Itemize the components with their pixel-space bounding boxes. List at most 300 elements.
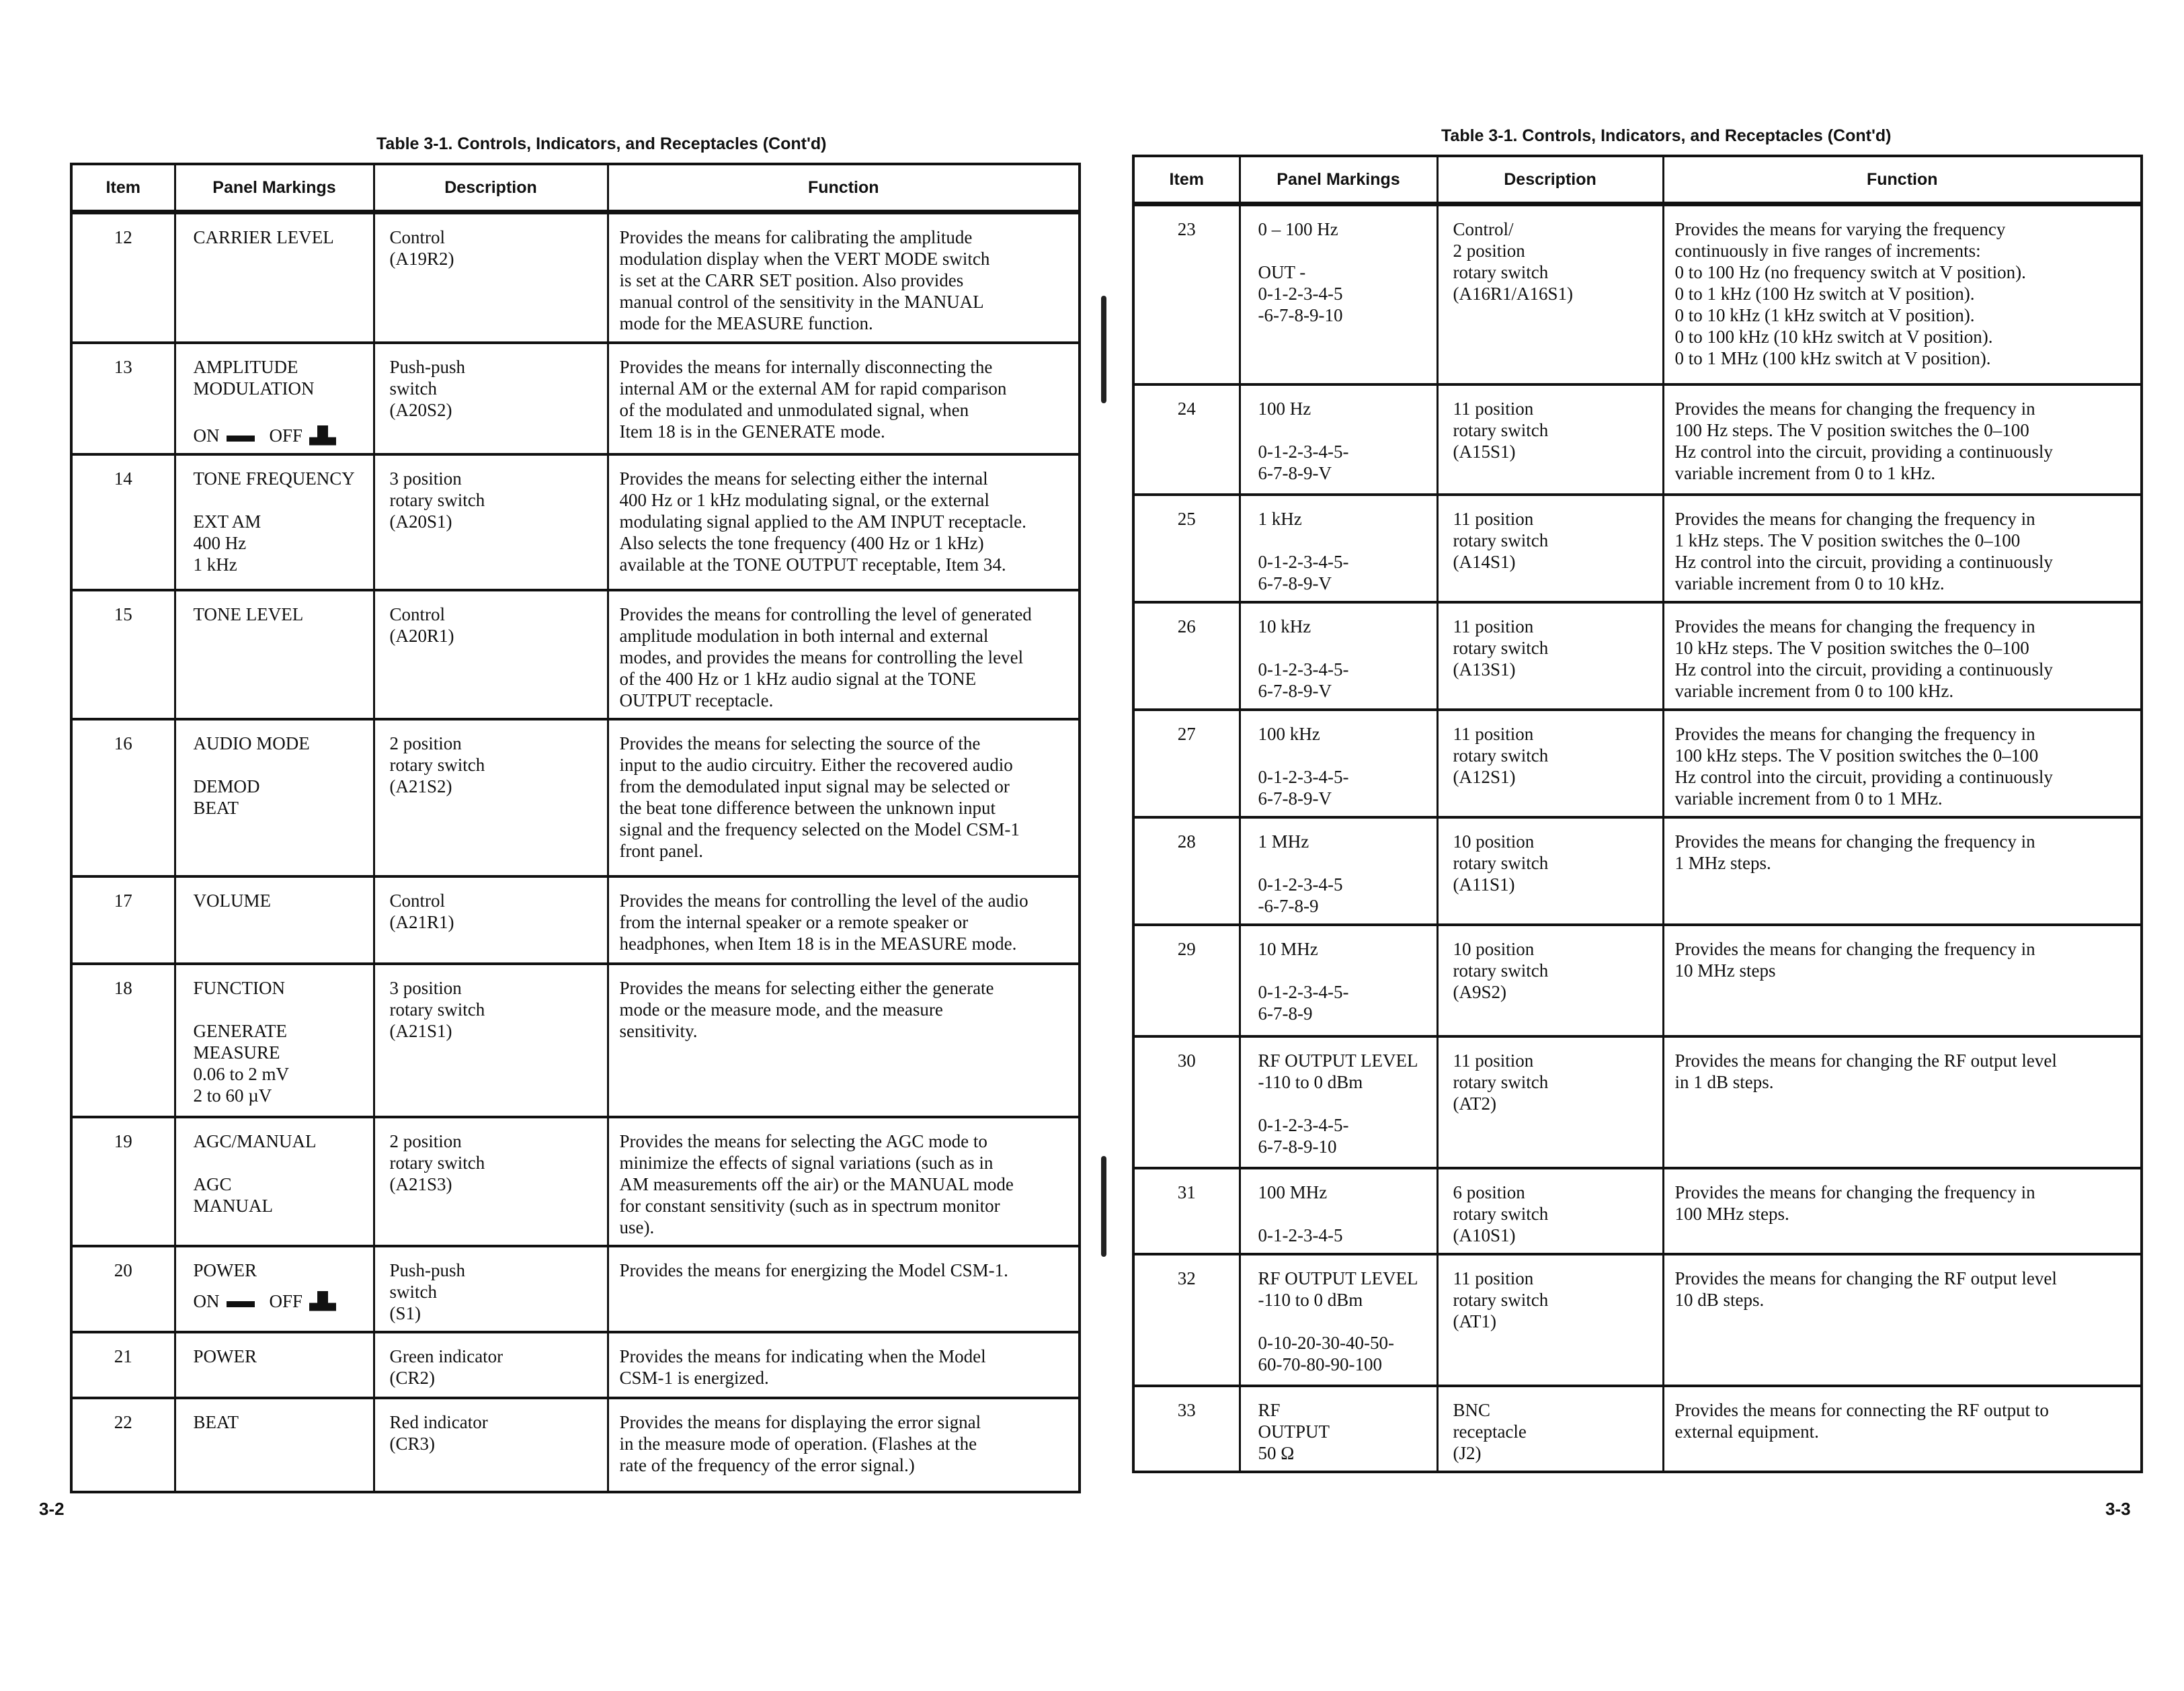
- panel-markings-cell: [1240, 204, 1437, 384]
- text-line: RF OUTPUT LEVEL: [1258, 1268, 1418, 1288]
- text-line: 100 Hz: [1258, 398, 1311, 419]
- panel-markings-cell: [175, 876, 374, 964]
- switch-on-label: ON: [193, 1290, 220, 1311]
- text-line: 2 position: [389, 1130, 462, 1151]
- line-gap: [1258, 530, 1426, 551]
- text-line: 0-10-20-30-40-50-: [1258, 1332, 1394, 1353]
- line-gap: [1258, 637, 1426, 659]
- text-line: (A19R2): [389, 249, 454, 269]
- text-line: rotary switch: [389, 489, 485, 510]
- text-line: Provides the means for changing the frequency in: [1674, 508, 2035, 529]
- text-line: 6 position: [1453, 1182, 1525, 1202]
- line-gap: [194, 999, 362, 1020]
- text-line: (J2): [1453, 1442, 1482, 1463]
- text-line: 11 position: [1453, 508, 1534, 529]
- panel-markings-cell: [175, 343, 374, 454]
- text-line: of the 400 Hz or 1 kHz audio signal at the TONE: [619, 668, 977, 689]
- text-line: 11 position: [1453, 398, 1534, 419]
- binding-mark: [1101, 1156, 1106, 1257]
- header-panel-markings: Panel Markings: [175, 164, 374, 212]
- text-line: rotary switch: [389, 1152, 485, 1173]
- text-line: TONE FREQUENCY: [193, 468, 355, 489]
- header-description: Description: [374, 164, 608, 212]
- function-cell: [608, 964, 1080, 1117]
- description-cell: [1437, 384, 1663, 495]
- text-line: (A21S3): [389, 1173, 452, 1194]
- text-line: 400 Hz: [193, 532, 247, 553]
- table-title: Table 3-1. Controls, Indicators, and Receptacles (Cont'd): [376, 134, 827, 153]
- function-cell: [608, 1246, 1080, 1332]
- switch-off: [270, 425, 337, 446]
- text-line: Provides the means for connecting the RF output to: [1674, 1399, 2049, 1420]
- text-line: 0 to 1 kHz (100 Hz switch at V position).: [1674, 284, 1975, 304]
- text-line: 1 kHz: [1258, 508, 1302, 529]
- text-line: 2 to 60 µV: [193, 1085, 272, 1106]
- text-line: Green indicator: [389, 1346, 503, 1366]
- text-line: from the internal speaker or a remote speaker or: [619, 911, 969, 932]
- text-line: (CR2): [389, 1367, 435, 1388]
- header-function: Function: [1663, 156, 2142, 204]
- text-line: amplitude modulation in both internal and external: [619, 625, 989, 646]
- item-number: 18: [114, 977, 132, 998]
- binding-mark: [1101, 296, 1106, 403]
- text-line: -6-7-8-9-10: [1258, 305, 1343, 325]
- text-line: 50 Ω: [1258, 1442, 1295, 1463]
- function-cell: [1663, 204, 2142, 384]
- description-cell: [374, 212, 608, 343]
- item-number: 27: [1177, 723, 1196, 744]
- text-line: (A20S1): [389, 511, 452, 532]
- text-line: 10 position: [1453, 831, 1535, 852]
- text-line: Provides the means for changing the frequency in: [1674, 398, 2035, 419]
- text-line: Provides the means for changing the frequency in: [1674, 1182, 2035, 1202]
- item-number: 21: [114, 1346, 132, 1366]
- text-line: variable increment from 0 to 10 kHz.: [1674, 573, 1945, 593]
- description-cell: [1437, 817, 1663, 925]
- panel-markings-cell: [175, 964, 374, 1117]
- text-line: Also selects the tone frequency (400 Hz or 1 kHz): [619, 532, 984, 553]
- text-line: (A13S1): [1453, 659, 1516, 679]
- text-line: 1 kHz steps. The V position switches the 0–100: [1674, 530, 2021, 550]
- switch-on: [194, 1290, 255, 1312]
- text-line: Provides the means for changing the frequency in: [1674, 616, 2035, 636]
- text-line: 6-7-8-9-V: [1258, 788, 1332, 809]
- item-number: 13: [114, 356, 132, 377]
- text-line: 2 position: [389, 733, 462, 753]
- table-row: [1133, 602, 2142, 710]
- function-cell: [608, 719, 1080, 876]
- text-line: input to the audio circuitry. Either the recovered audio: [619, 754, 1013, 775]
- text-line: 0-1-2-3-4-5-: [1258, 659, 1349, 679]
- description-cell: [374, 1332, 608, 1398]
- text-line: AGC: [193, 1173, 232, 1194]
- text-line: 60-70-80-90-100: [1258, 1354, 1382, 1374]
- item-cell: [1133, 204, 1240, 384]
- text-line: Provides the means for changing the frequency in: [1674, 831, 2035, 852]
- function-cell: [608, 1332, 1080, 1398]
- text-line: 10 MHz steps: [1674, 960, 1776, 981]
- text-line: 6-7-8-9-10: [1258, 1136, 1337, 1157]
- text-line: 3 position: [389, 977, 462, 998]
- text-line: mode or the measure mode, and the measure: [619, 999, 943, 1020]
- item-number: 30: [1177, 1050, 1196, 1071]
- text-line: Provides the means for changing the frequency in: [1674, 723, 2035, 744]
- text-line: Push-push: [389, 356, 466, 377]
- text-line: (A15S1): [1453, 441, 1516, 462]
- text-line: for constant sensitivity (such as in spectrum monitor: [619, 1195, 1000, 1216]
- text-line: modes, and provides the means for controlling the level: [619, 647, 1024, 667]
- text-line: modulating signal applied to the AM INPUT receptacle.: [619, 511, 1026, 532]
- text-line: the beat tone difference between the unknown input: [619, 797, 996, 818]
- panel-markings-cell: [1240, 1386, 1437, 1472]
- function-cell: [1663, 1254, 2142, 1386]
- table-row: [71, 343, 1080, 454]
- text-line: Provides the means for calibrating the amplitude: [619, 227, 973, 247]
- text-line: AGC/MANUAL: [193, 1130, 317, 1151]
- table-row: [1133, 1254, 2142, 1386]
- text-line: Provides the means for changing the RF output level: [1674, 1050, 2057, 1071]
- text-line: -6-7-8-9: [1258, 895, 1319, 916]
- function-cell: [1663, 710, 2142, 817]
- item-number: 32: [1177, 1268, 1196, 1288]
- item-cell: [1133, 602, 1240, 710]
- panel-markings-cell: [1240, 710, 1437, 817]
- text-line: front panel.: [619, 840, 703, 861]
- table-row: [1133, 204, 2142, 384]
- item-number: 22: [114, 1411, 132, 1432]
- text-line: external equipment.: [1674, 1421, 1819, 1442]
- table-row: [71, 1246, 1080, 1332]
- text-line: 10 dB steps.: [1674, 1289, 1765, 1310]
- table-row: [1133, 495, 2142, 602]
- text-line: Provides the means for selecting the AGC mode to: [619, 1130, 987, 1151]
- text-line: 0-1-2-3-4-5-: [1258, 1114, 1349, 1135]
- text-line: -110 to 0 dBm: [1258, 1071, 1363, 1092]
- function-cell: [608, 876, 1080, 964]
- text-line: use).: [619, 1216, 655, 1237]
- text-line: 0-1-2-3-4-5: [1258, 284, 1343, 304]
- controls-table: [1132, 155, 2143, 1473]
- table-row: [71, 1398, 1080, 1492]
- text-line: FUNCTION: [193, 977, 286, 998]
- text-line: 400 Hz or 1 kHz modulating signal, or the external: [619, 489, 989, 510]
- function-cell: [608, 1398, 1080, 1492]
- item-number: 20: [114, 1260, 132, 1280]
- text-line: rotary switch: [1453, 262, 1549, 282]
- text-line: Control/: [1453, 219, 1514, 239]
- item-cell: [71, 1332, 175, 1398]
- text-line: RF: [1258, 1399, 1281, 1420]
- text-line: -110 to 0 dBm: [1258, 1289, 1363, 1310]
- text-line: 0-1-2-3-4-5: [1258, 1225, 1343, 1245]
- function-cell: [608, 590, 1080, 719]
- button-in-icon: [309, 425, 336, 446]
- text-line: 2 position: [1453, 241, 1525, 261]
- text-line: 0 to 100 kHz (10 kHz switch at V position).: [1674, 327, 1993, 347]
- text-line: Red indicator: [389, 1411, 488, 1432]
- text-line: is set at the CARR SET position. Also provides: [619, 270, 964, 290]
- text-line: 0 to 10 kHz (1 kHz switch at V position).: [1674, 305, 1975, 325]
- item-cell: [71, 1246, 175, 1332]
- text-line: (A11S1): [1453, 874, 1515, 895]
- text-line: 0-1-2-3-4-5: [1258, 874, 1343, 895]
- text-line: Provides the means for selecting the source of the: [619, 733, 981, 753]
- description-cell: [374, 719, 608, 876]
- text-line: 10 kHz steps. The V position switches the 0–100: [1674, 637, 2029, 658]
- description-cell: [1437, 204, 1663, 384]
- text-line: 0 to 100 Hz (no frequency switch at V position).: [1674, 262, 2026, 282]
- text-line: rotary switch: [1453, 1071, 1549, 1092]
- switch-on-label: ON: [193, 425, 220, 446]
- function-cell: [608, 454, 1080, 590]
- line-gap: [194, 489, 362, 511]
- text-line: rotary switch: [389, 999, 485, 1020]
- text-line: Control: [389, 604, 446, 624]
- item-cell: [71, 964, 175, 1117]
- text-line: (AT1): [1453, 1311, 1496, 1331]
- function-cell: [1663, 384, 2142, 495]
- table-header-row: [71, 164, 1080, 212]
- item-number: 29: [1177, 938, 1196, 959]
- page-number: 3-2: [39, 1499, 65, 1519]
- text-line: switch: [389, 378, 437, 399]
- panel-markings-cell: [1240, 1254, 1437, 1386]
- text-line: 0-1-2-3-4-5-: [1258, 766, 1349, 787]
- description-cell: [374, 1246, 608, 1332]
- text-line: 100 kHz steps. The V position switches the 0–100: [1674, 745, 2039, 766]
- text-line: manual control of the sensitivity in the MANUAL: [619, 292, 984, 312]
- function-cell: [1663, 817, 2142, 925]
- line-gap: [1258, 852, 1426, 874]
- text-line: VOLUME: [193, 890, 271, 911]
- text-line: EXT AM: [193, 511, 261, 532]
- line-gap: [1258, 240, 1426, 261]
- text-line: rotary switch: [389, 754, 485, 775]
- switch-position-icons: [194, 1290, 362, 1312]
- text-line: 100 Hz steps. The V position switches the 0–100: [1674, 419, 2029, 440]
- text-line: MODULATION: [193, 378, 315, 399]
- button-out-icon: [227, 436, 255, 442]
- panel-markings-cell: [175, 719, 374, 876]
- line-gap: [194, 399, 362, 421]
- text-line: (A20S2): [389, 399, 452, 420]
- item-number: 12: [114, 227, 132, 247]
- right-page: [1092, 0, 2184, 1691]
- table-row: [71, 719, 1080, 876]
- text-line: 100 MHz steps.: [1674, 1203, 1789, 1224]
- text-line: BEAT: [193, 797, 239, 818]
- description-cell: [1437, 710, 1663, 817]
- text-line: from the demodulated input signal may be selected or: [619, 776, 1010, 796]
- header-function: Function: [608, 164, 1080, 212]
- function-cell: [1663, 1036, 2142, 1168]
- text-line: (CR3): [389, 1433, 435, 1454]
- description-cell: [1437, 1386, 1663, 1472]
- text-line: (A20R1): [389, 625, 454, 646]
- item-number: 17: [114, 890, 132, 911]
- line-gap: [1258, 1311, 1426, 1332]
- description-cell: [1437, 1168, 1663, 1254]
- text-line: 0.06 to 2 mV: [193, 1063, 290, 1084]
- text-line: Hz control into the circuit, providing a continuously: [1674, 441, 2053, 462]
- panel-markings-cell: [1240, 925, 1437, 1036]
- text-line: 10 position: [1453, 938, 1535, 959]
- function-cell: [1663, 1386, 2142, 1472]
- switch-off: [270, 1290, 337, 1312]
- table-row: [1133, 925, 2142, 1036]
- panel-markings-cell: [175, 1398, 374, 1492]
- text-line: OUTPUT: [1258, 1421, 1330, 1442]
- text-line: Control: [389, 890, 446, 911]
- item-cell: [71, 1398, 175, 1492]
- text-line: rotary switch: [1453, 419, 1549, 440]
- text-line: Hz control into the circuit, providing a continuously: [1674, 551, 2053, 572]
- description-cell: [1437, 1036, 1663, 1168]
- text-line: rotary switch: [1453, 1289, 1549, 1310]
- item-number: 24: [1177, 398, 1196, 419]
- text-line: (A16R1/A16S1): [1453, 284, 1574, 304]
- controls-table: [70, 163, 1081, 1493]
- text-line: 11 position: [1453, 616, 1534, 636]
- description-cell: [374, 1398, 608, 1492]
- panel-markings-cell: [1240, 1036, 1437, 1168]
- text-line: DEMOD: [193, 776, 260, 796]
- header-panel-markings: Panel Markings: [1240, 156, 1437, 204]
- text-line: 1 kHz: [193, 554, 237, 575]
- text-line: 3 position: [389, 468, 462, 489]
- text-line: mode for the MEASURE function.: [619, 313, 873, 333]
- table-row: [71, 212, 1080, 343]
- item-number: 14: [114, 468, 132, 489]
- table-row: [71, 454, 1080, 590]
- item-cell: [71, 876, 175, 964]
- text-line: Provides the means for selecting either the internal: [619, 468, 988, 489]
- text-line: 6-7-8-9-V: [1258, 680, 1332, 701]
- description-cell: [374, 590, 608, 719]
- table-row: [1133, 1036, 2142, 1168]
- line-gap: [1258, 745, 1426, 766]
- text-line: Provides the means for changing the frequency in: [1674, 938, 2035, 959]
- text-line: Provides the means for controlling the level of the audio: [619, 890, 1028, 911]
- text-line: CSM-1 is energized.: [619, 1367, 769, 1388]
- table-row: [1133, 710, 2142, 817]
- table-row: [1133, 1386, 2142, 1472]
- line-gap: [1258, 1203, 1426, 1225]
- text-line: internal AM or the external AM for rapid comparison: [619, 378, 1007, 399]
- text-line: rotary switch: [1453, 530, 1549, 550]
- item-number: 15: [114, 604, 132, 624]
- text-line: (A14S1): [1453, 551, 1516, 572]
- text-line: POWER: [193, 1260, 257, 1280]
- text-line: Provides the means for energizing the Model CSM-1.: [619, 1260, 1008, 1280]
- item-cell: [71, 590, 175, 719]
- table-row: [71, 876, 1080, 964]
- panel-markings-cell: [175, 1332, 374, 1398]
- panel-markings-cell: [175, 1246, 374, 1332]
- panel-markings-cell: [175, 212, 374, 343]
- table-row: [71, 590, 1080, 719]
- description-cell: [374, 343, 608, 454]
- text-line: CARRIER LEVEL: [193, 227, 334, 247]
- description-cell: [1437, 495, 1663, 602]
- text-line: Provides the means for indicating when the Model: [619, 1346, 986, 1366]
- header-item: Item: [1133, 156, 1240, 204]
- text-line: rotary switch: [1453, 745, 1549, 766]
- text-line: MANUAL: [193, 1195, 273, 1216]
- text-line: signal and the frequency selected on the Model CSM-1: [619, 819, 1020, 839]
- text-line: POWER: [193, 1346, 257, 1366]
- text-line: 100 MHz: [1258, 1182, 1328, 1202]
- text-line: 6-7-8-9-V: [1258, 573, 1332, 593]
- text-line: 6-7-8-9: [1258, 1003, 1313, 1024]
- text-line: (A21S1): [389, 1020, 452, 1041]
- table-row: [1133, 384, 2142, 495]
- item-cell: [1133, 817, 1240, 925]
- text-line: modulation display when the VERT MODE switch: [619, 249, 990, 269]
- text-line: (A10S1): [1453, 1225, 1516, 1245]
- text-line: (S1): [389, 1303, 421, 1323]
- text-line: available at the TONE OUTPUT receptable, Item 34.: [619, 554, 1006, 575]
- switch-off-label: OFF: [269, 425, 303, 446]
- text-line: receptacle: [1453, 1421, 1527, 1442]
- panel-markings-cell: [1240, 1168, 1437, 1254]
- panel-markings-cell: [175, 590, 374, 719]
- text-line: 0 – 100 Hz: [1258, 219, 1338, 239]
- text-line: 10 MHz: [1258, 938, 1318, 959]
- text-line: Provides the means for selecting either the generate: [619, 977, 994, 998]
- table-row: [1133, 1168, 2142, 1254]
- table-row: [71, 964, 1080, 1117]
- text-line: variable increment from 0 to 1 kHz.: [1674, 462, 1936, 483]
- table-row: [71, 1332, 1080, 1398]
- text-line: AM measurements off the air) or the MANUAL mode: [619, 1173, 1014, 1194]
- page-number: 3-3: [2105, 1499, 2131, 1519]
- text-line: 11 position: [1453, 723, 1534, 744]
- text-line: 0-1-2-3-4-5-: [1258, 981, 1349, 1002]
- function-cell: [608, 1117, 1080, 1246]
- description-cell: [374, 454, 608, 590]
- text-line: continuously in five ranges of increments:: [1674, 241, 1981, 261]
- panel-markings-cell: [175, 1117, 374, 1246]
- item-cell: [1133, 1254, 1240, 1386]
- description-cell: [374, 876, 608, 964]
- function-cell: [1663, 1168, 2142, 1254]
- item-cell: [71, 719, 175, 876]
- text-line: MEASURE: [193, 1042, 280, 1063]
- text-line: AUDIO MODE: [193, 733, 310, 753]
- description-cell: [1437, 925, 1663, 1036]
- panel-markings-cell: [1240, 384, 1437, 495]
- item-cell: [1133, 1168, 1240, 1254]
- text-line: 10 kHz: [1258, 616, 1311, 636]
- item-cell: [1133, 384, 1240, 495]
- line-gap: [194, 754, 362, 776]
- text-line: (A9S2): [1453, 981, 1506, 1002]
- description-cell: [374, 964, 608, 1117]
- function-cell: [1663, 495, 2142, 602]
- item-number: 25: [1177, 508, 1196, 529]
- text-line: 6-7-8-9-V: [1258, 462, 1332, 483]
- line-gap: [1258, 419, 1426, 441]
- item-cell: [71, 343, 175, 454]
- header-item: Item: [71, 164, 175, 212]
- switch-position-icons: [194, 425, 362, 446]
- text-line: 0-1-2-3-4-5-: [1258, 551, 1349, 572]
- text-line: GENERATE: [193, 1020, 287, 1041]
- text-line: 0 to 1 MHz (100 kHz switch at V position).: [1674, 348, 1991, 368]
- text-line: BNC: [1453, 1399, 1491, 1420]
- text-line: sensitivity.: [619, 1020, 698, 1041]
